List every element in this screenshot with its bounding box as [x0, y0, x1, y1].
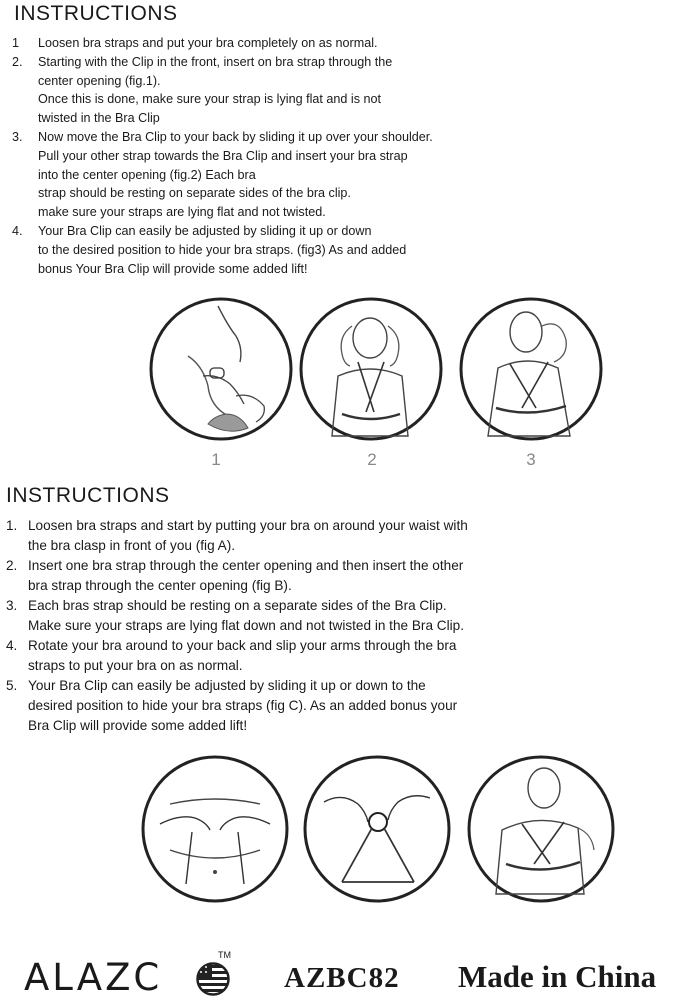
step-item [6, 676, 676, 736]
step-text [38, 222, 672, 278]
section-1-steps [12, 34, 672, 278]
step-number: 5. [6, 678, 18, 693]
figure-b-illustration [302, 754, 452, 904]
step-text [28, 596, 676, 636]
step-number: 1 [12, 36, 20, 50]
step-number: 3. [12, 129, 23, 144]
step-line: center opening (fig.1). [38, 73, 161, 88]
step-line: Starting with the Clip in the front, insert on bra strap through the [38, 54, 393, 69]
figure-2-label: 2 [367, 450, 377, 469]
step-line: Each bras strap should be resting on a separate sides of the Bra Clip. [28, 598, 447, 613]
step-item [6, 556, 676, 596]
step-line: Once this is done, make sure your strap is lying flat and is not [38, 92, 381, 107]
step-line: Loosen bra straps and put your bra completely on as normal. [38, 36, 378, 50]
step-item [12, 34, 672, 53]
step-line: Insert one bra strap through the center opening and then insert the other [28, 558, 464, 573]
brand-logo-text: ALAZC [24, 956, 163, 999]
model-number: AZBC82 [284, 962, 400, 994]
step-text [28, 556, 676, 596]
step-text [28, 636, 676, 676]
trademark-symbol: TM [218, 950, 231, 960]
figure-1-label: 1 [211, 450, 221, 469]
step-text [28, 516, 676, 556]
section-2-steps [6, 516, 676, 736]
step-line: into the center opening (fig.2) Each bra [38, 167, 256, 182]
step-line: Loosen bra straps and start by putting your bra on around your waist with [28, 518, 468, 533]
figure-3-illustration [458, 296, 604, 442]
step-line: Bra Clip will provide some added lift! [28, 718, 248, 733]
step-number: 1. [6, 518, 18, 533]
step-line: Make sure your straps are lying flat down and not twisted in the Bra Clip. [28, 618, 464, 633]
step-number: 2. [12, 54, 23, 69]
step-line: strap should be resting on separate sides of the bra clip. [38, 186, 351, 201]
step-line: desired position to hide your bra straps (fig C). As an added bonus your [28, 698, 458, 713]
step-number: 4. [12, 223, 23, 238]
footer [0, 944, 683, 1000]
figure-2-illustration [298, 296, 444, 442]
step-number: 4. [6, 638, 18, 653]
step-line: to the desired position to hide your bra straps. (fig3) As and added [38, 242, 407, 257]
step-item [12, 222, 672, 278]
flag-icon [196, 962, 230, 1001]
step-item [12, 128, 672, 222]
step-text [38, 53, 672, 128]
step-line: twisted in the Bra Clip [38, 111, 160, 126]
step-item [6, 516, 676, 556]
section-2-heading: INSTRUCTIONS [6, 484, 170, 507]
step-line: make sure your straps are lying flat and not twisted. [38, 205, 326, 220]
step-line: Pull your other strap towards the Bra Clip and insert your bra strap [38, 148, 408, 163]
step-number: 3. [6, 598, 18, 613]
step-text [38, 128, 672, 222]
step-number: 2. [6, 558, 18, 573]
step-line: Now move the Bra Clip to your back by sliding it up over your shoulder. [38, 129, 433, 144]
step-line: bra strap through the center opening (fig B). [28, 578, 292, 593]
figure-a-illustration [140, 754, 290, 904]
figure-3-label: 3 [526, 450, 536, 469]
step-line: the bra clasp in front of you (fig A). [28, 538, 236, 553]
step-item [6, 596, 676, 636]
step-text [38, 34, 672, 53]
step-line: Your Bra Clip can easily be adjusted by sliding it up or down to the [28, 678, 426, 693]
figure-1-illustration [148, 296, 294, 442]
step-item [6, 636, 676, 676]
step-item [12, 53, 672, 128]
country-of-origin: Made in China [458, 959, 657, 994]
step-text [28, 676, 676, 736]
step-line: straps to put your bra on as normal. [28, 658, 243, 673]
step-line: Your Bra Clip can easily be adjusted by sliding it up or down [38, 223, 372, 238]
step-line: bonus Your Bra Clip will provide some added lift! [38, 261, 308, 276]
figure-c-illustration [466, 754, 616, 904]
section-1-heading: INSTRUCTIONS [14, 2, 178, 25]
step-line: Rotate your bra around to your back and slip your arms through the bra [28, 638, 457, 653]
